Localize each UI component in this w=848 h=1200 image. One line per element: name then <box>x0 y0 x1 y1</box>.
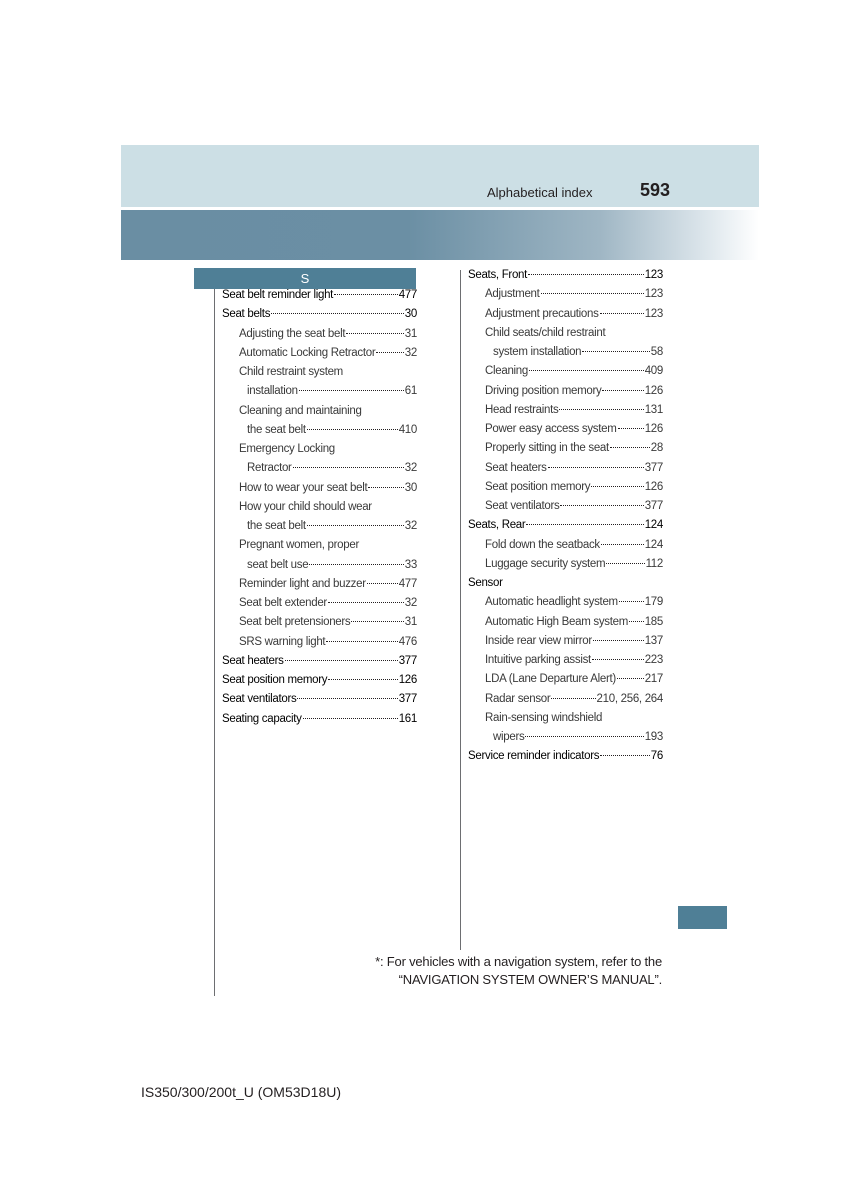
index-entry-page: 193 <box>644 731 663 743</box>
index-entry-label: Radar sensor <box>485 692 551 705</box>
dot-leader <box>376 352 403 353</box>
index-entry-page: 409 <box>644 365 663 378</box>
index-entry-label: Child restraint system <box>239 366 343 378</box>
index-entry <box>222 693 417 712</box>
index-entry-label: Retractor <box>247 462 292 475</box>
dot-leader <box>560 505 643 506</box>
index-entry <box>222 366 417 385</box>
index-entry <box>222 559 417 578</box>
header-gradient-bar <box>121 210 759 260</box>
index-entry-label: Seats, Front <box>468 269 528 281</box>
index-entry <box>468 635 663 654</box>
index-entry <box>222 308 417 327</box>
dot-leader <box>293 467 404 468</box>
index-entry-label: Driving position memory <box>485 384 602 397</box>
index-entry-page: 76 <box>650 750 663 763</box>
index-entry-label: wipers <box>493 731 525 743</box>
index-entry-page: 161 <box>398 712 417 725</box>
dot-leader <box>303 718 398 719</box>
index-entry-page: 126 <box>398 674 417 686</box>
index-entry-label: Intuitive parking assist <box>485 654 591 666</box>
index-entry-page: 58 <box>650 346 663 358</box>
index-entry-label: Seats, Rear <box>468 519 526 532</box>
index-entry-label: seat belt use <box>247 558 309 571</box>
index-entry-label: Automatic High Beam system <box>485 615 629 628</box>
index-entry-label: the seat belt <box>247 520 306 532</box>
index-entry <box>222 289 417 308</box>
dot-leader <box>618 428 644 429</box>
index-entry-page: 31 <box>404 616 417 629</box>
index-entry-label: Seat ventilators <box>222 693 297 706</box>
dot-leader <box>328 602 404 603</box>
index-entry <box>468 577 663 596</box>
index-entry <box>222 385 417 404</box>
index-entry-page: 377 <box>644 461 663 474</box>
index-entry <box>468 365 663 384</box>
dot-leader <box>600 313 644 314</box>
index-entry-page: 123 <box>644 307 663 320</box>
index-entry-page: 32 <box>404 520 417 532</box>
dot-leader <box>602 390 643 391</box>
dot-leader <box>525 736 643 737</box>
index-entry-page: 32 <box>404 462 417 475</box>
index-entry <box>468 442 663 461</box>
dot-leader <box>328 679 397 680</box>
index-entry <box>468 558 663 577</box>
index-entry-label: installation <box>247 385 298 398</box>
chapter-tab <box>678 906 727 929</box>
dot-leader <box>528 274 644 275</box>
index-entry <box>468 481 663 500</box>
index-entry <box>222 443 417 462</box>
index-entry-page: 179 <box>644 596 663 609</box>
index-entry-page: 217 <box>644 673 663 686</box>
index-entry-label: SRS warning light <box>239 635 326 648</box>
index-entry <box>222 578 417 597</box>
index-entry-label: Child seats/child restraint <box>485 326 606 339</box>
index-entry-label: Head restraints <box>485 403 559 416</box>
index-entry-label: Emergency Locking <box>239 443 335 455</box>
index-entry-label: How to wear your seat belt <box>239 481 368 494</box>
index-entry-page: 377 <box>398 654 417 667</box>
index-entry <box>222 713 417 732</box>
index-entry-page: 28 <box>650 442 663 455</box>
dot-leader <box>610 447 650 448</box>
dot-leader <box>307 429 398 430</box>
index-entry <box>222 405 417 424</box>
index-entry-label: Service reminder indicators <box>468 750 600 763</box>
index-entry-label: Adjustment <box>485 288 540 301</box>
index-entry <box>468 385 663 404</box>
index-entry-label: LDA (Lane Departure Alert) <box>485 673 616 686</box>
index-entry <box>222 616 417 635</box>
index-entry-label: Seat position memory <box>222 674 328 686</box>
index-entry <box>468 423 663 442</box>
index-entry-label: Fold down the seatback <box>485 538 600 551</box>
index-entry-page: 185 <box>644 615 663 628</box>
index-entry-page: 126 <box>644 384 663 397</box>
footnote-line-2: “NAVIGATION SYSTEM OWNER’S MANUAL”. <box>398 972 662 987</box>
index-entry <box>222 482 417 501</box>
index-entry-page: 123 <box>644 288 663 301</box>
index-entry-page: 223 <box>644 654 663 666</box>
index-entry <box>222 347 417 366</box>
index-entry <box>222 501 417 520</box>
index-entry <box>468 519 663 538</box>
index-entry-label: Cleaning <box>485 365 528 378</box>
dot-leader <box>297 698 397 699</box>
index-entry <box>468 654 663 673</box>
index-entry-page: 126 <box>644 480 663 493</box>
index-entry-page: 112 <box>645 557 663 570</box>
index-entry-page: 123 <box>644 269 663 281</box>
footnote-line-1: *: For vehicles with a navigation system, refer to the <box>375 954 662 969</box>
index-entry-page: 33 <box>404 558 417 571</box>
dot-leader <box>285 660 398 661</box>
index-entry-label: Adjusting the seat belt <box>239 327 346 340</box>
index-entry <box>468 346 663 365</box>
index-entry <box>222 597 417 616</box>
index-entry-page: 410 <box>398 423 417 436</box>
index-entry <box>222 424 417 443</box>
index-entry-label: Inside rear view mirror <box>485 634 592 647</box>
dot-leader <box>591 486 643 487</box>
index-entry-page: 126 <box>644 423 663 435</box>
index-entry-label: Sensor <box>468 577 503 589</box>
index-entry-label: Properly sitting in the seat <box>485 442 609 455</box>
index-entry <box>222 328 417 347</box>
index-entry-label: Seat heaters <box>222 654 284 667</box>
dot-leader <box>526 524 643 525</box>
dot-leader <box>309 564 403 565</box>
index-entry-page: 137 <box>644 634 663 647</box>
index-entry <box>468 500 663 519</box>
dot-leader <box>559 409 643 410</box>
index-entry-page: 377 <box>644 500 663 512</box>
dot-leader <box>307 525 404 526</box>
index-entry <box>222 539 417 558</box>
dot-leader <box>593 640 644 641</box>
index-column-right <box>468 269 663 770</box>
dot-leader <box>334 294 398 295</box>
index-entry-page: 30 <box>404 481 417 494</box>
index-entry <box>468 288 663 307</box>
right-column-rule <box>460 270 461 950</box>
index-entry <box>468 308 663 327</box>
dot-leader <box>582 351 650 352</box>
index-entry <box>222 520 417 539</box>
index-entry-page: 131 <box>644 403 663 416</box>
index-entry-page: 124 <box>644 519 663 532</box>
page-number: 593 <box>640 180 671 200</box>
dot-leader <box>351 621 403 622</box>
index-entry <box>468 673 663 692</box>
index-entry-label: Pregnant women, proper <box>239 539 359 552</box>
dot-leader <box>299 390 404 391</box>
index-entry-label: Seat ventilators <box>485 500 560 512</box>
index-entry <box>468 462 663 481</box>
dot-leader <box>617 678 644 679</box>
index-entry-label: Seat belts <box>222 308 271 321</box>
index-entry <box>468 539 663 558</box>
index-entry-label: Seat position memory <box>485 480 591 493</box>
index-entry-page: 377 <box>398 693 417 706</box>
dot-leader <box>548 467 644 468</box>
dot-leader <box>629 621 644 622</box>
index-entry-page: 124 <box>644 538 663 551</box>
section-letter-heading: S <box>194 268 416 289</box>
dot-leader <box>601 544 644 545</box>
index-entry-label: Seat heaters <box>485 461 547 474</box>
dot-leader <box>551 698 595 699</box>
index-entry-page: 61 <box>404 385 417 398</box>
index-entry-label: the seat belt <box>247 423 306 436</box>
page-title: Alphabetical index <box>487 185 593 200</box>
index-entry-label: system installation <box>493 346 582 358</box>
index-entry <box>468 731 663 750</box>
index-entry <box>468 404 663 423</box>
dot-leader <box>529 370 644 371</box>
index-entry <box>468 616 663 635</box>
index-entry-label: Automatic Locking Retractor <box>239 346 376 359</box>
index-entry <box>468 596 663 615</box>
index-entry <box>468 712 663 731</box>
dot-leader <box>326 641 397 642</box>
index-entry-label: Rain-sensing windshield <box>485 711 603 724</box>
dot-leader <box>368 487 403 488</box>
index-entry-label: Automatic headlight system <box>485 596 618 609</box>
index-entry <box>468 693 663 712</box>
dot-leader <box>271 313 404 314</box>
index-entry-page: 210, 256, 264 <box>596 692 663 705</box>
index-entry-label: Seat belt reminder light <box>222 289 334 301</box>
index-entry <box>468 269 663 288</box>
dot-leader <box>619 601 644 602</box>
index-entry-page: 477 <box>398 577 417 590</box>
index-entry-page: 477 <box>398 289 417 301</box>
index-entry <box>468 327 663 346</box>
model-code: IS350/300/200t_U (OM53D18U) <box>141 1084 341 1100</box>
index-entry-label: Power easy access system <box>485 423 617 435</box>
left-column-rule <box>214 289 215 996</box>
index-column-left <box>222 289 417 732</box>
dot-leader <box>606 563 644 564</box>
index-entry-label: Reminder light and buzzer <box>239 577 366 590</box>
index-entry-label: Cleaning and maintaining <box>239 404 362 417</box>
index-entry <box>222 655 417 674</box>
dot-leader <box>600 755 650 756</box>
index-entry-label: Seat belt extender <box>239 597 327 609</box>
index-entry-page: 476 <box>398 635 417 648</box>
footnote <box>375 953 662 989</box>
index-entry-label: Luggage security system <box>485 557 606 570</box>
index-entry-page: 30 <box>404 308 417 321</box>
index-entry <box>222 636 417 655</box>
dot-leader <box>592 659 644 660</box>
index-entry-page: 31 <box>404 327 417 340</box>
dot-leader <box>541 293 644 294</box>
index-entry-label: Seat belt pretensioners <box>239 616 351 629</box>
index-entry-label: Adjustment precautions <box>485 307 599 320</box>
index-entry <box>468 750 663 769</box>
index-entry <box>222 462 417 481</box>
index-entry-page: 32 <box>404 346 417 359</box>
dot-leader <box>346 333 404 334</box>
dot-leader <box>367 583 398 584</box>
index-entry-label: Seating capacity <box>222 712 302 725</box>
index-entry <box>222 674 417 693</box>
index-entry-label: How your child should wear <box>239 500 372 513</box>
index-entry-page: 32 <box>404 597 417 609</box>
